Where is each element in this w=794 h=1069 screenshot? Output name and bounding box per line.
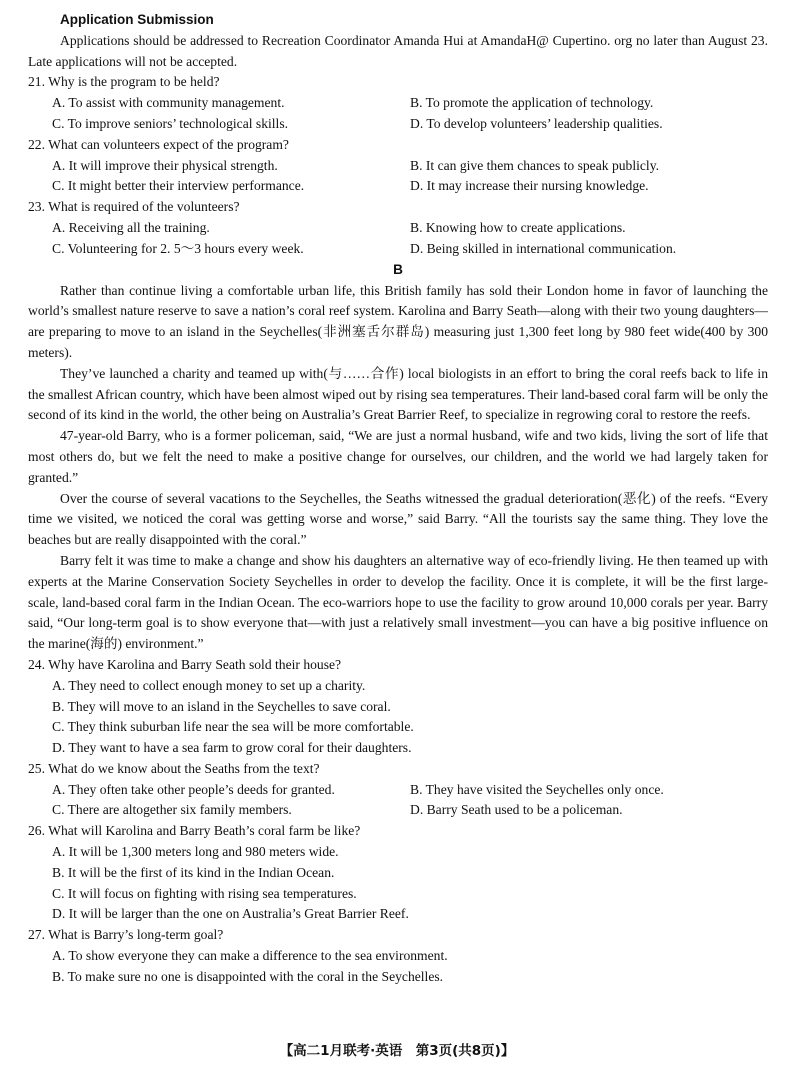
answer-option: B. Knowing how to create applications. bbox=[410, 219, 626, 235]
question-stem: 22. What can volunteers expect of the program? bbox=[28, 136, 289, 152]
question-block bbox=[28, 821, 768, 925]
question-stem: 23. What is required of the volunteers? bbox=[28, 199, 240, 215]
answer-option: A. It will improve their physical strength. bbox=[52, 157, 278, 173]
answer-option: D. It may increase their nursing knowledge. bbox=[410, 178, 649, 194]
question-block bbox=[28, 655, 768, 759]
application-paragraph: Applications should be addressed to Recreation Coordinator Amanda Hui at AmandaH@ Cupertino. org no later than August 23. Late applications will not be accepted. bbox=[28, 32, 768, 69]
page-footer: 【高二1月联考·英语 第3页(共8页)】 bbox=[279, 1043, 515, 1059]
answer-option: C. It might better their interview performance. bbox=[52, 178, 305, 194]
answer-option: C. Volunteering for 2. 5～3 hours every week. bbox=[52, 240, 304, 256]
answer-option: B. They have visited the Seychelles only once. bbox=[410, 781, 664, 797]
answer-option: C. It will focus on fighting with rising sea temperatures. bbox=[52, 885, 357, 901]
answer-option: B. It will be the first of its kind in the Indian Ocean. bbox=[52, 864, 335, 880]
passage-b bbox=[28, 281, 768, 655]
answer-options bbox=[28, 780, 768, 822]
page-content bbox=[28, 10, 768, 988]
passage-paragraph: Rather than continue living a comfortable urban life, this British family has sold their London home in favor of launching the world’s smallest nature reserve to save a nation’s coral reef system. Karolina and Barry Seath—along with their two young daughters—are preparing to move to an island in the Seychelles(非洲塞舌尔群岛) measuring just 1,300 feet long by 980 feet wide(400 by 300 meters). bbox=[28, 282, 768, 360]
answer-option: D. Being skilled in international communication. bbox=[410, 240, 677, 256]
answer-option: B. To promote the application of technology. bbox=[410, 95, 654, 111]
answer-option: D. Barry Seath used to be a policeman. bbox=[410, 802, 623, 818]
answer-option: B. They will move to an island in the Seychelles to save coral. bbox=[52, 698, 391, 714]
question-block bbox=[28, 135, 768, 197]
question-stem: 24. Why have Karolina and Barry Seath sold their house? bbox=[28, 656, 342, 672]
answer-option: D. They want to have a sea farm to grow coral for their daughters. bbox=[52, 740, 412, 756]
questions-section-a bbox=[28, 72, 768, 259]
question-block bbox=[28, 925, 768, 987]
answer-option: A. To show everyone they can make a difference to the sea environment. bbox=[52, 948, 448, 964]
question-block bbox=[28, 197, 768, 259]
question-stem: 26. What will Karolina and Barry Beath’s coral farm be like? bbox=[28, 823, 361, 839]
passage-paragraph: 47-year-old Barry, who is a former policeman, said, “We are just a normal husband, wife and two kids, living the sort of life that most others do, but we felt the need to make a positive change for ourselves, our children, and the world we had largely taken for granted.” bbox=[28, 428, 768, 485]
answer-option: C. There are altogether six family members. bbox=[52, 802, 292, 818]
answer-option: A. Receiving all the training. bbox=[52, 219, 210, 235]
answer-options bbox=[28, 842, 768, 925]
part-b-label: B bbox=[393, 261, 403, 277]
question-block bbox=[28, 759, 768, 821]
application-heading: Application Submission bbox=[60, 12, 214, 27]
answer-option: D. To develop volunteers’ leadership qualities. bbox=[410, 115, 663, 131]
questions-section-b bbox=[28, 655, 768, 988]
question-stem: 27. What is Barry’s long-term goal? bbox=[28, 927, 224, 943]
question-stem: 21. Why is the program to be held? bbox=[28, 74, 220, 90]
answer-option: A. They need to collect enough money to set up a charity. bbox=[52, 677, 366, 693]
passage-paragraph: Barry felt it was time to make a change and show his daughters an alternative way of eco-friendly living. He then teamed up with experts at the Marine Conservation Society Seychelles in order to develop the facility. Once it is complete, it will be the first large-scale, land-based coral farm in the Indian Ocean. The eco-warriors hope to use the facility to grow around 10,000 corals per year. Barry said, “Our long-term goal is to show everyone that—with just a relatively small investment—you can have a big positive influence on the marine(海的) environment.” bbox=[28, 552, 768, 652]
passage-paragraph: Over the course of several vacations to the Seychelles, the Seaths witnessed the gradual deterioration(恶化) of the reefs. “Every time we visited, we noticed the coral was getting worse and worse,” said Barry. “All the tourists say the same thing. They love the beaches but are really disappointed with the coral.” bbox=[28, 490, 768, 548]
answer-option: A. To assist with community management. bbox=[52, 95, 285, 111]
answer-option: A. It will be 1,300 meters long and 980 meters wide. bbox=[52, 844, 339, 860]
answer-option: D. It will be larger than the one on Australia’s Great Barrier Reef. bbox=[52, 906, 409, 922]
answer-option: B. It can give them chances to speak publicly. bbox=[410, 157, 660, 173]
answer-options bbox=[28, 676, 768, 759]
answer-option: B. To make sure no one is disappointed with the coral in the Seychelles. bbox=[52, 968, 444, 984]
answer-option: C. To improve seniors’ technological skills. bbox=[52, 115, 289, 131]
answer-option: A. They often take other people’s deeds for granted. bbox=[52, 781, 335, 797]
answer-options bbox=[28, 156, 768, 198]
question-stem: 25. What do we know about the Seaths from the text? bbox=[28, 760, 320, 776]
answer-option: C. They think suburban life near the sea will be more comfortable. bbox=[52, 719, 414, 735]
question-block bbox=[28, 72, 768, 134]
passage-paragraph: They’ve launched a charity and teamed up with(与……合作) local biologists in an effort to bring the coral reefs back to life in the smallest African country, which have been almost wiped out by rising sea temperatures. Their land-based coral farm will be only the second of its kind in the world, the other being on Australia’s Great Barrier Reef, to specialize in regrowing coral to restore the reefs. bbox=[28, 365, 768, 423]
answer-options bbox=[28, 218, 768, 260]
answer-options bbox=[28, 93, 768, 135]
answer-options bbox=[28, 946, 768, 988]
